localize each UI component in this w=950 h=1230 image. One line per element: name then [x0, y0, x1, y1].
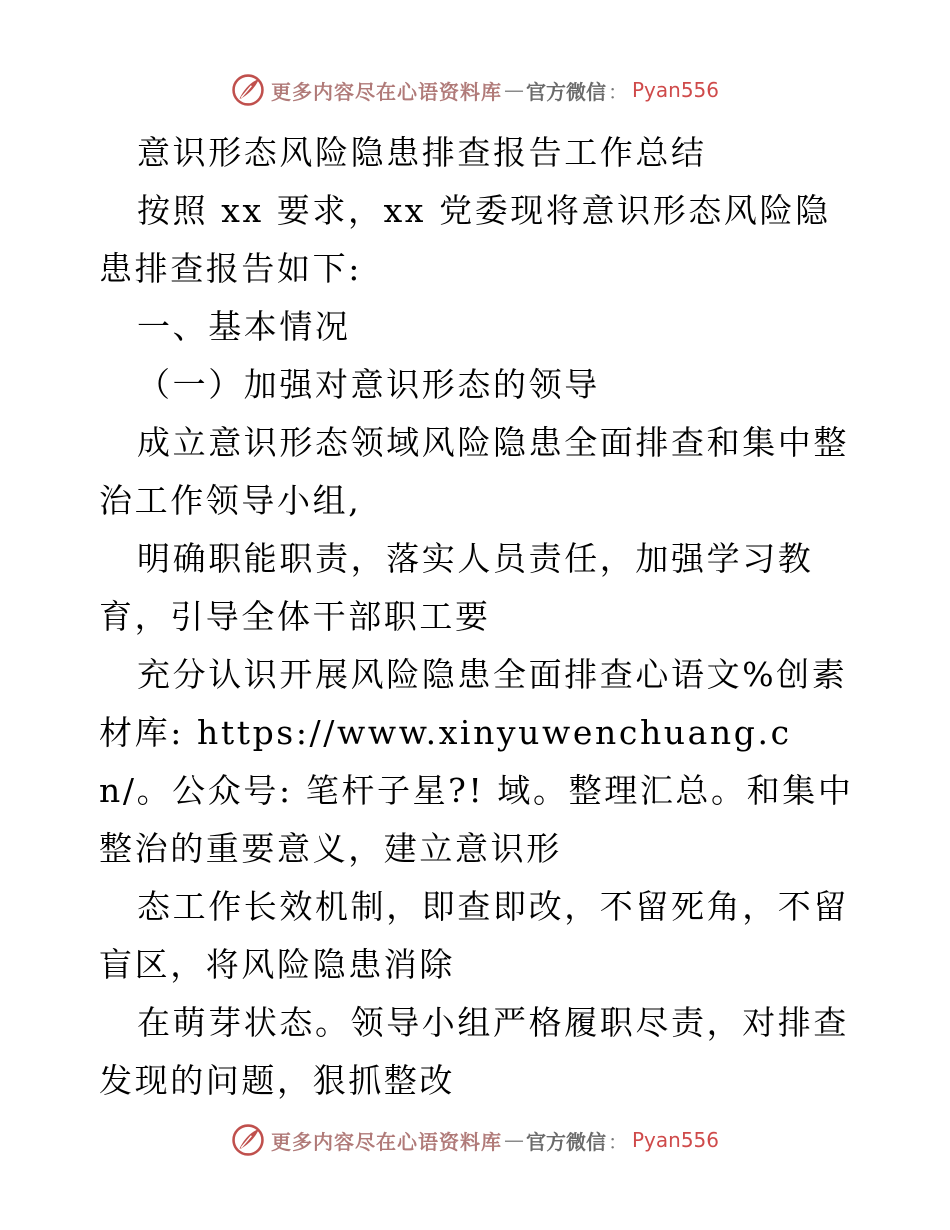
section-heading: 一、基本情况 [137, 307, 351, 346]
paragraph: 成立意识形态领域风险隐患全面排查和集中整治工作领导小组, [99, 423, 849, 520]
document-title: 意识形态风险隐患排查报告工作总结 [137, 133, 707, 172]
feather-pen-logo-icon [231, 1123, 265, 1157]
paragraph: 在萌芽状态。领导小组严格履职尽责，对排查发现的问题，狠抓整改 [99, 1003, 849, 1100]
wechat-id: Pyan556 [631, 78, 719, 102]
document-body [99, 124, 859, 1110]
wechat-separator: ： [607, 1129, 628, 1154]
wechat-separator: ： [607, 79, 628, 104]
wechat-label: 官方微信 [525, 1129, 606, 1154]
watermark-text: 更多内容尽在心语资料库 [270, 79, 502, 104]
subsection-heading: （一）加强对意识形态的领导 [137, 365, 600, 404]
watermark-text: 更多内容尽在心语资料库 [270, 1129, 502, 1154]
watermark-dash: — [503, 78, 524, 102]
paragraph: 按照 xx 要求，xx 党委现将意识形态风险隐患排查报告如下: [99, 191, 831, 288]
paragraph: 态工作长效机制，即查即改，不留死角，不留盲区，将风险隐患消除 [99, 887, 849, 984]
watermark-banner-top [0, 70, 950, 110]
paragraph: 充分认识开展风险隐患全面排查心语文%创素材库: https://www.xinyuwenchuang.cn/。公众号: 笔杆子星?! 域。整理汇总。和集中整治的重要意义，建立意识形 [99, 655, 854, 868]
paragraph: 明确职能职责，落实人员责任，加强学习教育，引导全体干部职工要 [99, 539, 814, 636]
watermark-dash: — [503, 1128, 524, 1152]
wechat-id: Pyan556 [631, 1128, 719, 1152]
feather-pen-logo-icon [231, 73, 265, 107]
watermark-banner-bottom [0, 1120, 950, 1160]
wechat-label: 官方微信 [525, 79, 606, 104]
